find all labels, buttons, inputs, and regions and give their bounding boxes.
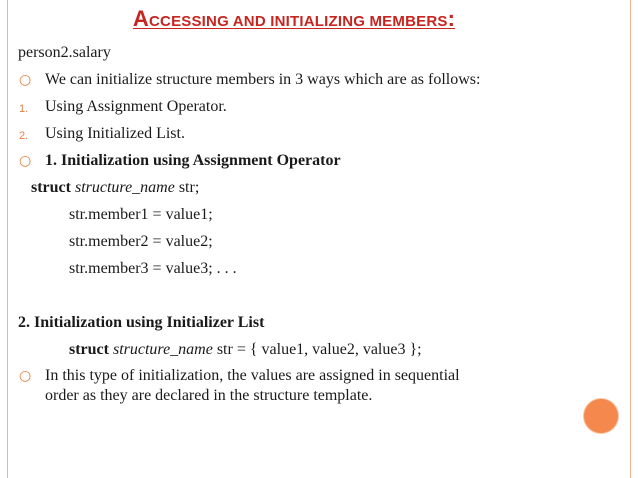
- text-line-11: [69, 340, 422, 360]
- title-text: CCESSING AND INITIALIZING MEMBERS: [149, 13, 448, 30]
- title-initial: A: [132, 6, 149, 31]
- struct-name: structure_name: [112, 341, 213, 358]
- struct-rest: str;: [174, 179, 200, 196]
- text-line-7: str.member1 = value1;: [69, 206, 213, 223]
- list-number-1: 1.: [19, 103, 29, 115]
- struct-keyword: struct: [31, 179, 71, 196]
- text-line-1: person2.salary: [18, 44, 111, 61]
- text-line-13: order as they are declared in the structure template.: [45, 387, 373, 404]
- circle-bullet-icon: ○: [19, 153, 32, 169]
- text-line-12: In this type of initialization, the values are assigned in sequential: [45, 367, 460, 384]
- text-line-4: Using Initialized List.: [45, 125, 185, 142]
- struct-keyword: struct: [69, 341, 109, 358]
- slide-title: [0, 6, 588, 32]
- text-line-3: Using Assignment Operator.: [45, 98, 227, 115]
- text-line-2: We can initialize structure members in 3 ways which are as follows:: [45, 71, 481, 88]
- struct-name: structure_name: [74, 179, 175, 196]
- text-line-8: str.member2 = value2;: [69, 233, 213, 250]
- list-number-2: 2.: [19, 130, 29, 142]
- struct-rest: str = { value1, value2, value3 };: [212, 341, 422, 358]
- decorative-circle: [583, 398, 619, 434]
- title-colon: :: [447, 6, 456, 31]
- circle-bullet-icon: ○: [19, 368, 32, 384]
- text-line-10: 2. Initialization using Initializer List: [18, 314, 265, 331]
- circle-bullet-icon: ○: [19, 72, 32, 88]
- text-line-9: str.member3 = value3; . . .: [69, 260, 237, 277]
- text-line-6: [31, 178, 199, 198]
- text-line-5: 1. Initialization using Assignment Operator: [45, 152, 341, 169]
